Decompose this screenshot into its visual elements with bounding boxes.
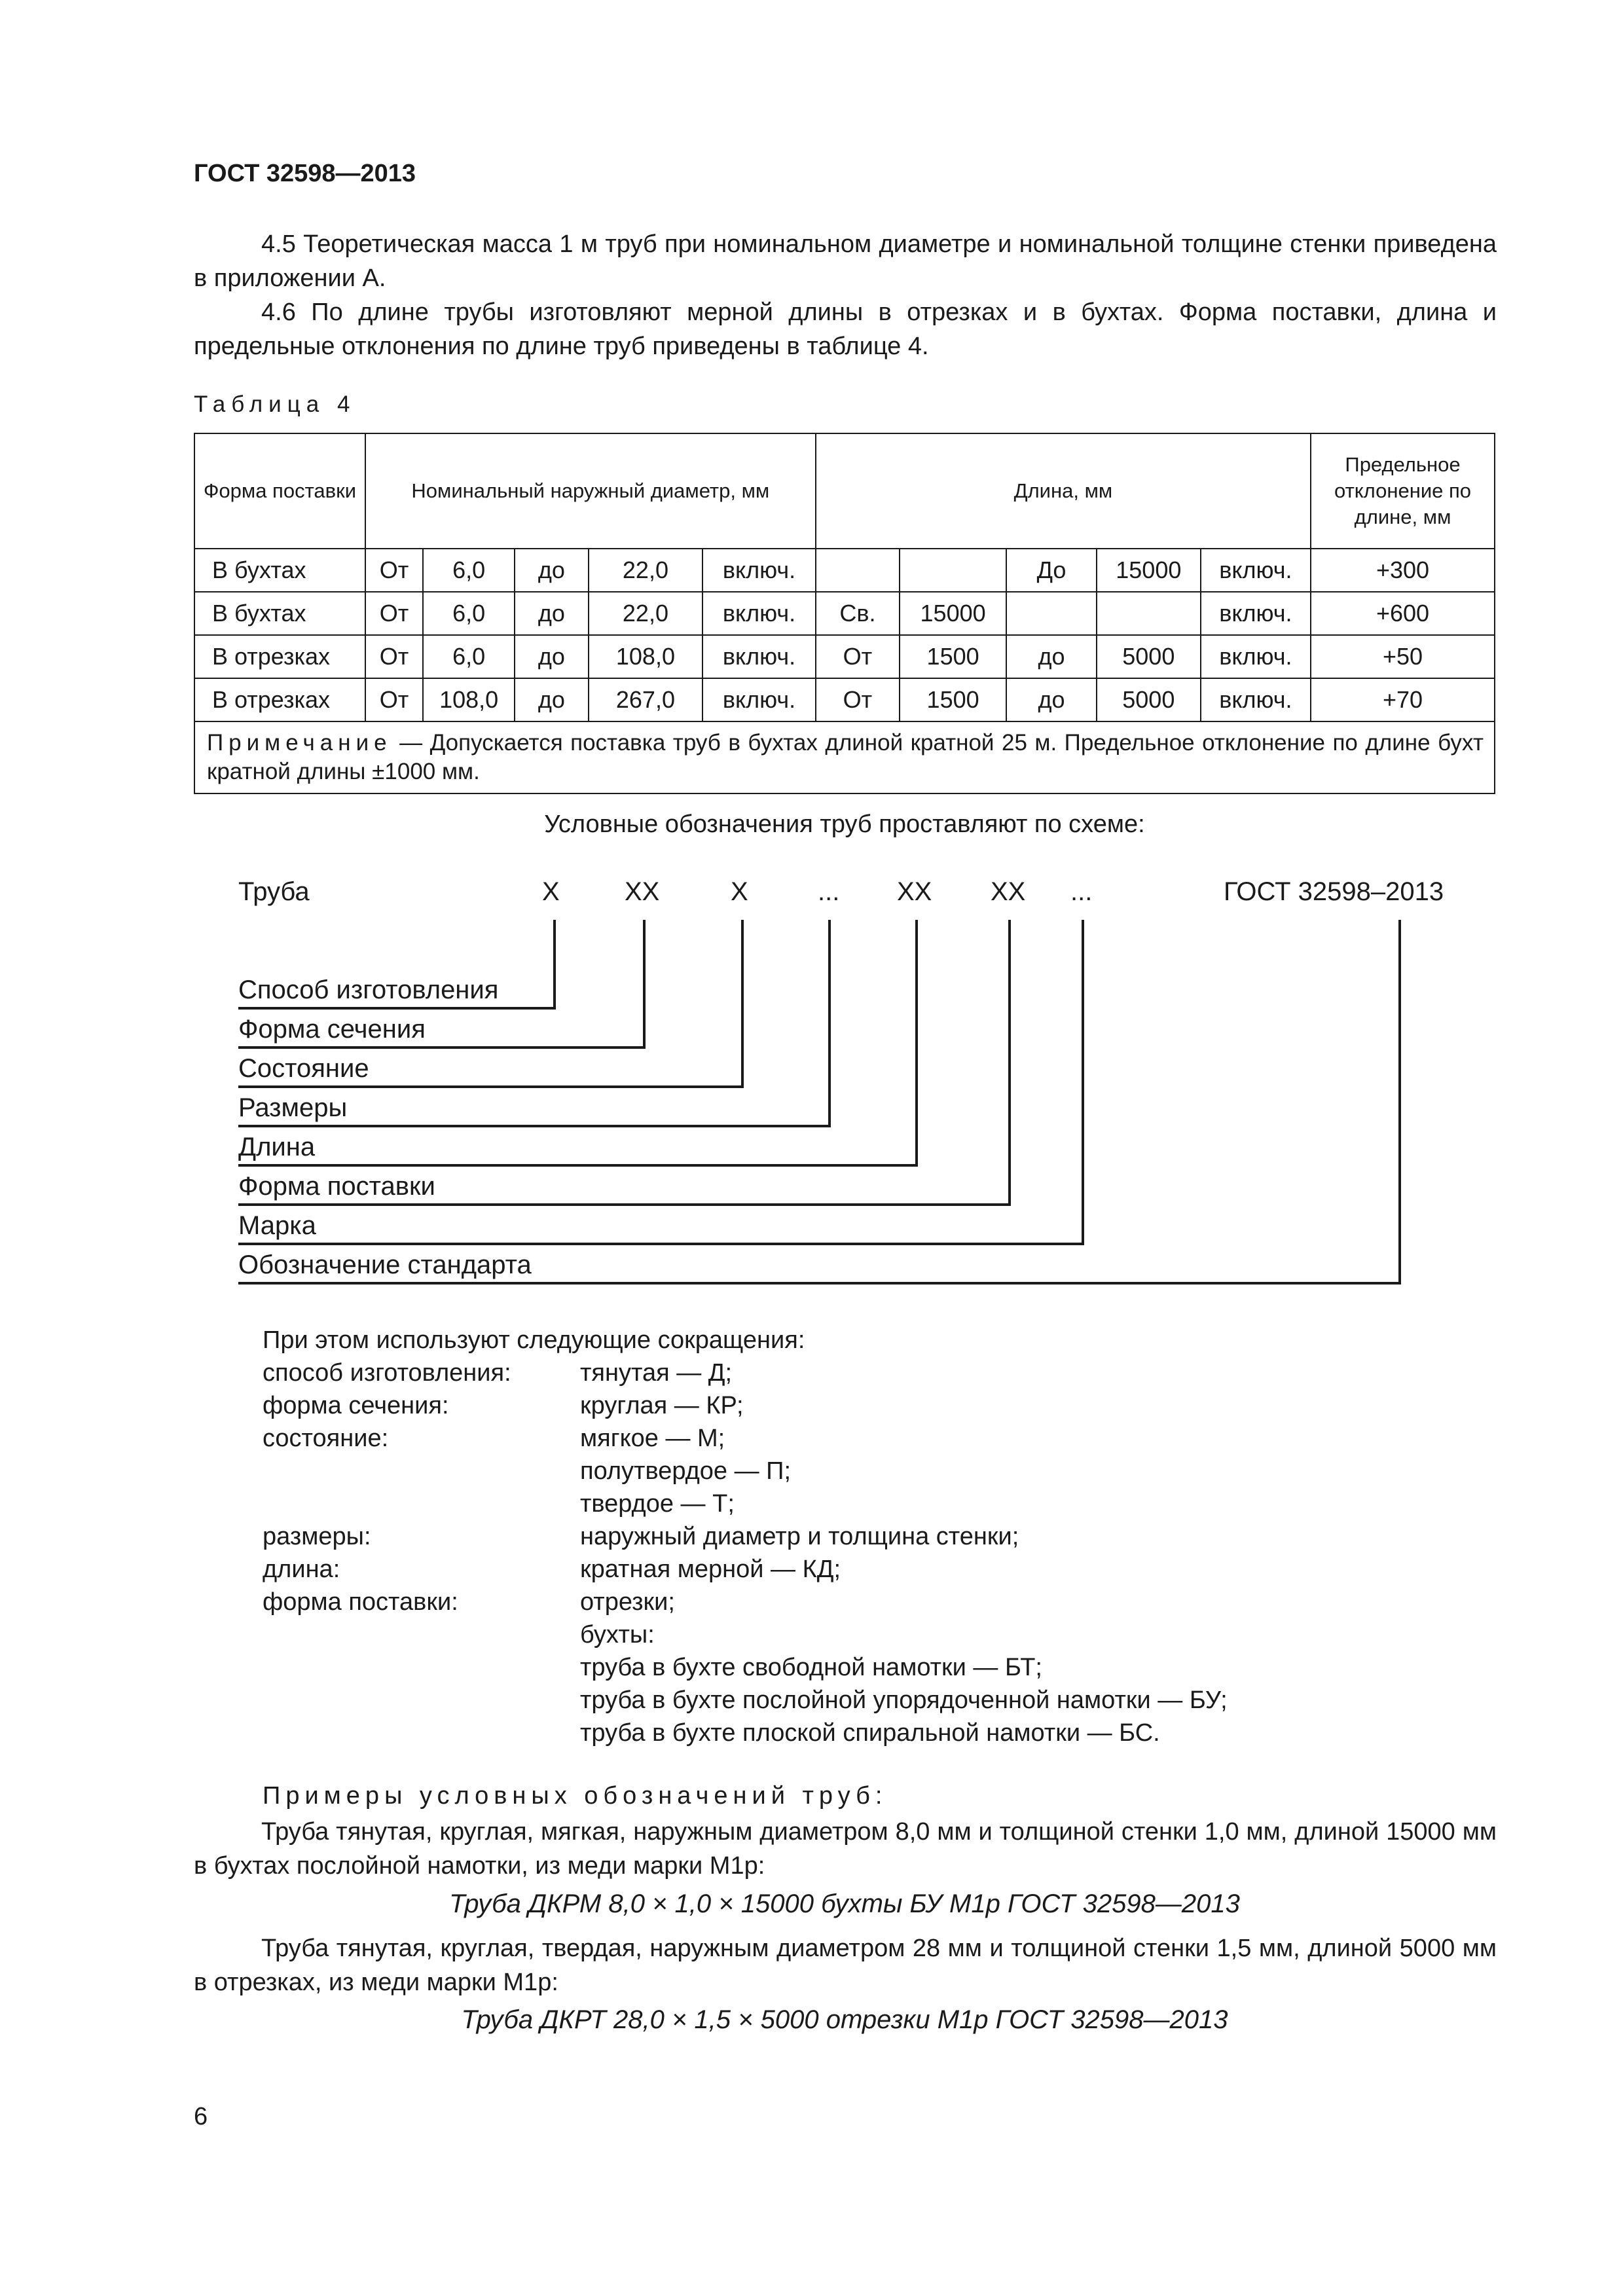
cell: до	[1006, 678, 1097, 721]
cell: 1500	[900, 678, 1006, 721]
abbr-term: состояние:	[263, 1425, 389, 1452]
cell: 108,0	[423, 678, 515, 721]
connector-line	[238, 1007, 556, 1010]
abbr-term: способ изготовления:	[263, 1359, 511, 1387]
connector-line	[553, 920, 556, 1007]
connector-line	[915, 920, 918, 1164]
abbr-value: труба в бухте послойной упорядоченной намотки — БУ;	[580, 1686, 1228, 1714]
cell: +300	[1311, 549, 1495, 592]
scheme-label-state: Состояние	[238, 1054, 369, 1083]
example-2-text: Труба тянутая, круглая, твердая, наружным диаметром 28 мм и толщиной стенки 1,5 мм, длиной 5000 мм в отрезках, из меди марки М1р:	[194, 1935, 1497, 1996]
table-note-row	[194, 721, 1495, 793]
cell	[1006, 592, 1097, 635]
page-number: 6	[194, 2103, 208, 2130]
cell: 6,0	[423, 549, 515, 592]
scheme-mark-1: X	[542, 877, 560, 906]
cell: 6,0	[423, 592, 515, 635]
connector-line	[1008, 920, 1011, 1203]
cell: 5000	[1097, 678, 1201, 721]
cell: В отрезках	[194, 635, 365, 678]
header-diameter: Номинальный наружный диаметр, мм	[365, 433, 816, 549]
table-4	[194, 433, 1495, 794]
cell: до	[515, 549, 589, 592]
cell: +600	[1311, 592, 1495, 635]
scheme-standard: ГОСТ 32598–2013	[1224, 877, 1444, 906]
connector-line	[238, 1046, 646, 1049]
scheme-label-sizes: Размеры	[238, 1093, 348, 1122]
cell: 267,0	[589, 678, 703, 721]
abbr-value: отрезки;	[580, 1588, 675, 1616]
connector-line	[238, 1125, 831, 1127]
cell: В отрезках	[194, 678, 365, 721]
cell: От	[816, 635, 900, 678]
abbr-term: длина:	[263, 1556, 340, 1583]
cell: 5000	[1097, 635, 1201, 678]
connector-line	[238, 1243, 1084, 1245]
scheme-label-length: Длина	[238, 1133, 316, 1161]
cell: включ.	[1201, 678, 1311, 721]
note-label: Примечание	[207, 730, 392, 756]
cell: От	[365, 592, 423, 635]
note-text: — Допускается поставка труб в бухтах длиной кратной 25 м. Предельное отклонение по длине бухт кратной длины ±1000 мм.	[207, 730, 1484, 784]
cell: В бухтах	[194, 592, 365, 635]
abbr-value: бухты:	[580, 1621, 655, 1649]
cell: Св.	[816, 592, 900, 635]
abbr-term: форма поставки:	[263, 1588, 458, 1616]
cell: От	[365, 635, 423, 678]
cell: 15000	[900, 592, 1006, 635]
connector-line	[238, 1282, 1401, 1285]
document-header: ГОСТ 32598—2013	[194, 160, 416, 187]
example-1-text: Труба тянутая, круглая, мягкая, наружным диаметром 8,0 мм и толщиной стенки 1,0 мм, длиной 15000 мм в бухтах послойной намотки, из меди марки М1р:	[194, 1818, 1497, 1880]
table-row	[194, 549, 1495, 592]
abbr-value: труба в бухте свободной намотки — БТ;	[580, 1654, 1042, 1681]
scheme-label-supply: Форма поставки	[238, 1172, 435, 1201]
cell: В бухтах	[194, 549, 365, 592]
scheme-label-section: Форма сечения	[238, 1015, 426, 1044]
abbr-value: труба в бухте плоской спиральной намотки — БС.	[580, 1719, 1160, 1747]
cell: 22,0	[589, 592, 703, 635]
cell: до	[515, 635, 589, 678]
cell: включ.	[702, 678, 816, 721]
cell	[1097, 592, 1201, 635]
table-row	[194, 592, 1495, 635]
example-2-code: Труба ДКРТ 28,0 × 1,5 × 5000 отрезки М1р ГОСТ 32598—2013	[461, 2005, 1228, 2034]
table-note	[194, 721, 1495, 793]
scheme-mark-3: X	[731, 877, 748, 906]
header-deviation: Предельное отклонение по длине, мм	[1311, 433, 1495, 549]
paragraph-4-6: 4.6 По длине трубы изготовляют мерной длины в отрезках и в бухтах. Форма поставки, длина и предельные отклонения по длине труб приведены в таблице 4.	[194, 299, 1497, 360]
abbr-value: круглая — КР;	[580, 1392, 744, 1419]
connector-line	[1398, 920, 1401, 1282]
abbr-value: наружный диаметр и толщина стенки;	[580, 1523, 1019, 1550]
scheme-mark-4: ...	[818, 877, 840, 906]
cell: +70	[1311, 678, 1495, 721]
abbr-intro: При этом используют следующие сокращения:	[263, 1326, 805, 1354]
cell: От	[365, 678, 423, 721]
cell	[900, 549, 1006, 592]
cell: до	[515, 592, 589, 635]
cell: включ.	[702, 635, 816, 678]
cell: 22,0	[589, 549, 703, 592]
scheme-mark-6: XX	[991, 877, 1026, 906]
table-caption: Таблица 4	[194, 392, 356, 417]
connector-line	[1082, 920, 1084, 1243]
cell: включ.	[702, 592, 816, 635]
scheme-intro: Условные обозначения труб проставляют по схеме:	[544, 811, 1145, 838]
abbr-value: полутвердое — П;	[580, 1457, 792, 1485]
cell: От	[816, 678, 900, 721]
table-header-row	[194, 433, 1495, 549]
abbr-value: твердое — Т;	[580, 1490, 735, 1518]
connector-line	[643, 920, 646, 1046]
cell: 108,0	[589, 635, 703, 678]
scheme-label-method: Способ изготовления	[238, 975, 499, 1004]
scheme-word: Труба	[238, 877, 310, 906]
connector-line	[238, 1203, 1011, 1206]
abbr-value: тянутая — Д;	[580, 1359, 733, 1387]
abbr-term: форма сечения:	[263, 1392, 449, 1419]
connector-line	[828, 920, 831, 1125]
cell: 1500	[900, 635, 1006, 678]
header-length: Длина, мм	[816, 433, 1311, 549]
table-row	[194, 635, 1495, 678]
abbr-value: кратная мерной — КД;	[580, 1556, 841, 1583]
connector-line	[238, 1085, 744, 1088]
cell: включ.	[1201, 549, 1311, 592]
cell: От	[365, 549, 423, 592]
scheme-mark-2: XX	[625, 877, 660, 906]
scheme-label-grade: Марка	[238, 1211, 316, 1240]
example-1-code: Труба ДКРМ 8,0 × 1,0 × 15000 бухты БУ М1р ГОСТ 32598—2013	[449, 1889, 1240, 1918]
cell: включ.	[1201, 635, 1311, 678]
cell: до	[515, 678, 589, 721]
cell: включ.	[702, 549, 816, 592]
cell: +50	[1311, 635, 1495, 678]
scheme-label-standard: Обозначение стандарта	[238, 1250, 532, 1279]
cell: 6,0	[423, 635, 515, 678]
connector-line	[238, 1164, 918, 1167]
table-row	[194, 678, 1495, 721]
cell: включ.	[1201, 592, 1311, 635]
scheme-mark-7: ...	[1070, 877, 1093, 906]
header-form: Форма поставки	[194, 433, 365, 549]
cell: 15000	[1097, 549, 1201, 592]
connector-line	[741, 920, 744, 1085]
paragraph-4-5: 4.5 Теоретическая масса 1 м труб при номинальном диаметре и номинальной толщине стенки приведена в приложении А.	[194, 230, 1497, 292]
abbr-value: мягкое — М;	[580, 1425, 725, 1452]
cell	[816, 549, 900, 592]
examples-title: Примеры условных обозначений труб:	[263, 1782, 888, 1810]
cell: До	[1006, 549, 1097, 592]
cell: до	[1006, 635, 1097, 678]
abbr-term: размеры:	[263, 1523, 371, 1550]
scheme-mark-5: XX	[897, 877, 932, 906]
